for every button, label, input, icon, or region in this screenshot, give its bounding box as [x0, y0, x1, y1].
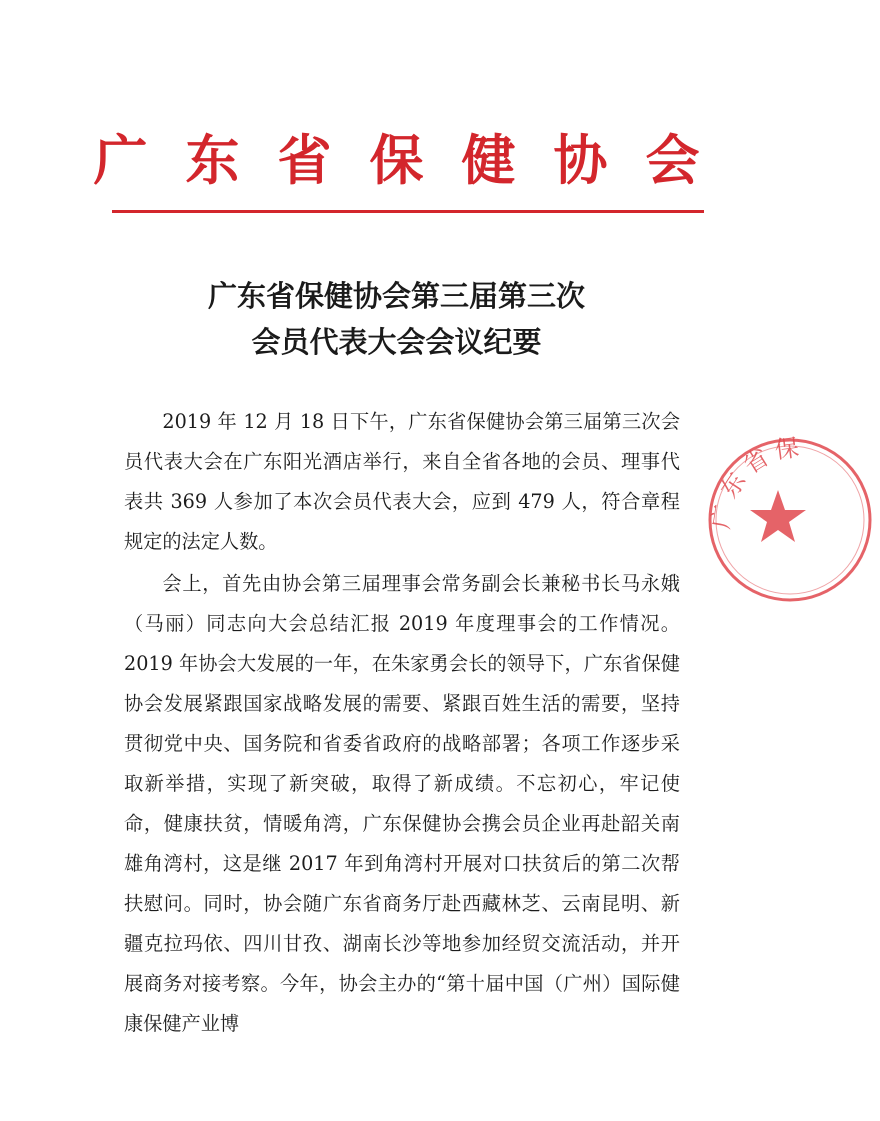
- seal-star-icon: [750, 490, 806, 542]
- document-title-line1: 广东省保健协会第三届第三次: [207, 279, 585, 313]
- document-title-line2: 会员代表大会会议纪要: [251, 325, 542, 359]
- letterhead-org-name: 广东省保健协会: [93, 128, 738, 192]
- body-paragraph-2: 会上，首先由协会第三届理事会常务副会长兼秘书长马永娥（马丽）同志向大会总结汇报 2019 年度理事会的工作情况。2019 年协会大发展的一年，在朱家勇会长的领导下，广东省保健协会发展紧跟国家战略发展的需要、紧跟百姓生活的需要，坚持贯彻党中央、国务院和省委省政府的战略部署；各项工作逐步采取新举措，实现了新突破，取得了新成绩。不忘初心，牢记使命，健康扶贫，情暖角湾，广东保健协会携会员企业再赴韶关南雄角湾村，这是继 2017 年到角湾村开展对口扶贫后的第二次帮扶慰问。同时，协会随广东省商务厅赴西藏林芝、云南昆明、新疆克拉玛依、四川甘孜、湖南长沙等地参加经贸交流活动，并开展商务对接考察。今年，协会主办的“第十届中国（广州）国际健康保健产业博: [124, 572, 680, 1035]
- document-body: [124, 402, 680, 1046]
- letterhead-divider: [112, 210, 704, 213]
- body-paragraph-1: 2019 年 12 月 18 日下午，广东省保健协会第三届第三次会员代表大会在广东阳光酒店举行，来自全省各地的会员、理事代表共 369 人参加了本次会员代表大会，应到 479 人，符合章程规定的法定人数。: [124, 410, 680, 553]
- official-seal-stamp: [700, 430, 880, 610]
- seal-text: 广东省保: [706, 432, 807, 531]
